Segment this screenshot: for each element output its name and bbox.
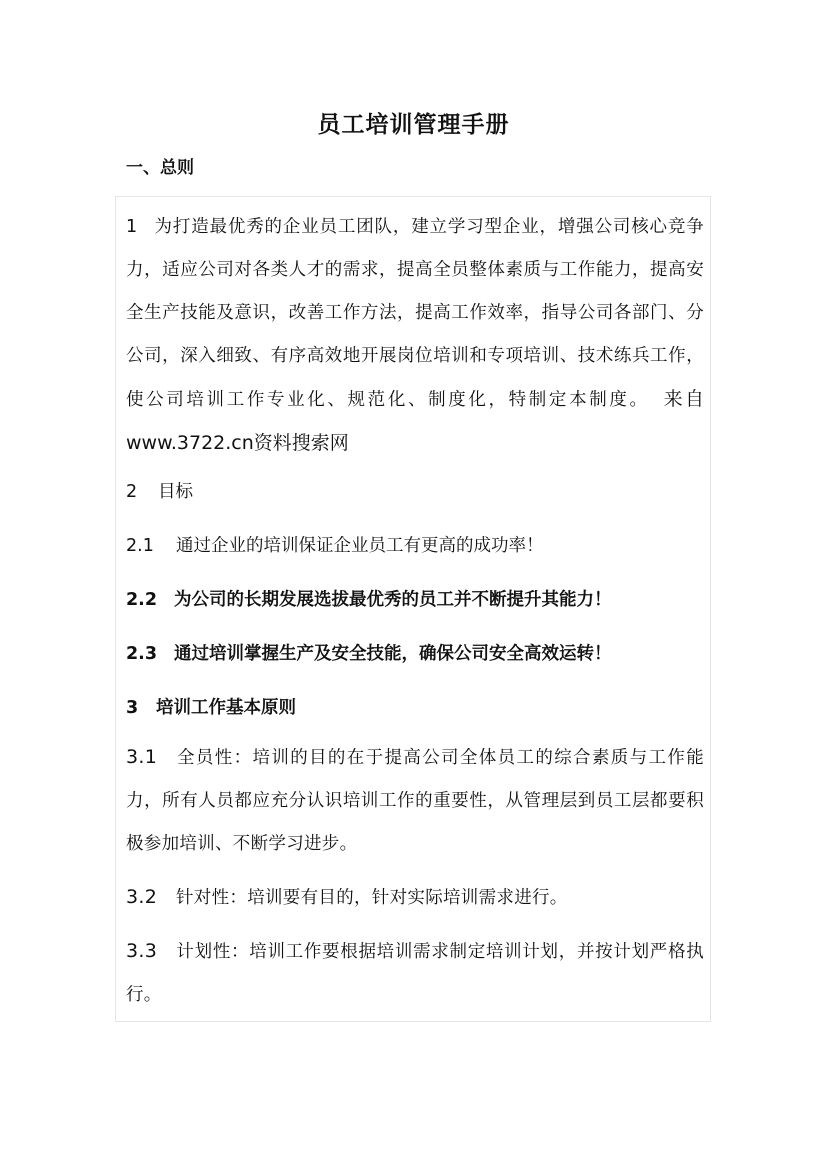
- section-3-3-number: 3.3: [126, 940, 158, 962]
- section-2-2-text: 为公司的长期发展选拔最优秀的员工并不断提升其能力！: [174, 590, 612, 610]
- section-3-1-text: 全员性：培训的目的在于提高公司全体员工的综合素质与工作能力，所有人员都应充分认识培训工作的重要性，从管理层到员工层都要积极参加培训、不断学习进步。: [126, 748, 704, 854]
- section-3-2-number: 3.2: [126, 886, 158, 908]
- section-2-number: 2: [126, 482, 138, 502]
- section-2: [126, 478, 193, 503]
- section-3-2-text: 针对性：培训要有目的，针对实际培训需求进行。: [176, 888, 568, 908]
- watermark-text: 来自 www.3722.cn资料搜索网: [126, 388, 704, 454]
- document-title: 员工培训管理手册: [317, 112, 510, 138]
- section-2-text: 目标: [158, 482, 193, 502]
- section-1: [126, 206, 704, 466]
- section-2-3-text: 通过培训掌握生产及安全技能，确保公司安全高效运转！: [174, 644, 612, 664]
- section-2-3-number: 2.3: [126, 644, 158, 664]
- section-2-3: [126, 640, 612, 665]
- section-3-3: [126, 930, 704, 1017]
- section-2-1-number: 2.1: [126, 536, 154, 556]
- section-1-number: 1: [126, 217, 138, 237]
- section-2-2-number: 2.2: [126, 590, 158, 610]
- chapter-heading: 一、总则: [126, 158, 194, 178]
- section-2-2: [126, 586, 612, 611]
- section-3-2: [126, 876, 704, 920]
- section-3-3-text: 计划性：培训工作要根据培训需求制定培训计划，并按计划严格执行。: [126, 942, 704, 1005]
- section-1-text: 为打造最优秀的企业员工团队，建立学习型企业，增强公司核心竞争力，适应公司对各类人才的需求，提高全员整体素质与工作能力，提高安全生产技能及意识，改善工作方法，提高工作效率，指导公司各部门、分公司，深入细致、有序高效地开展岗位培训和专项培训、技术练兵工作，使公司培训工作专业化、规范化、制度化，特制定本制度。: [126, 217, 704, 410]
- section-2-1: [126, 532, 544, 557]
- section-3-text: 培训工作基本原则: [156, 698, 296, 718]
- section-3-1-number: 3.1: [126, 746, 158, 768]
- section-3-number: 3: [126, 698, 139, 718]
- section-3-1: [126, 736, 704, 866]
- section-2-1-text: 通过企业的培训保证企业员工有更高的成功率！: [176, 536, 544, 556]
- section-3: [126, 694, 296, 719]
